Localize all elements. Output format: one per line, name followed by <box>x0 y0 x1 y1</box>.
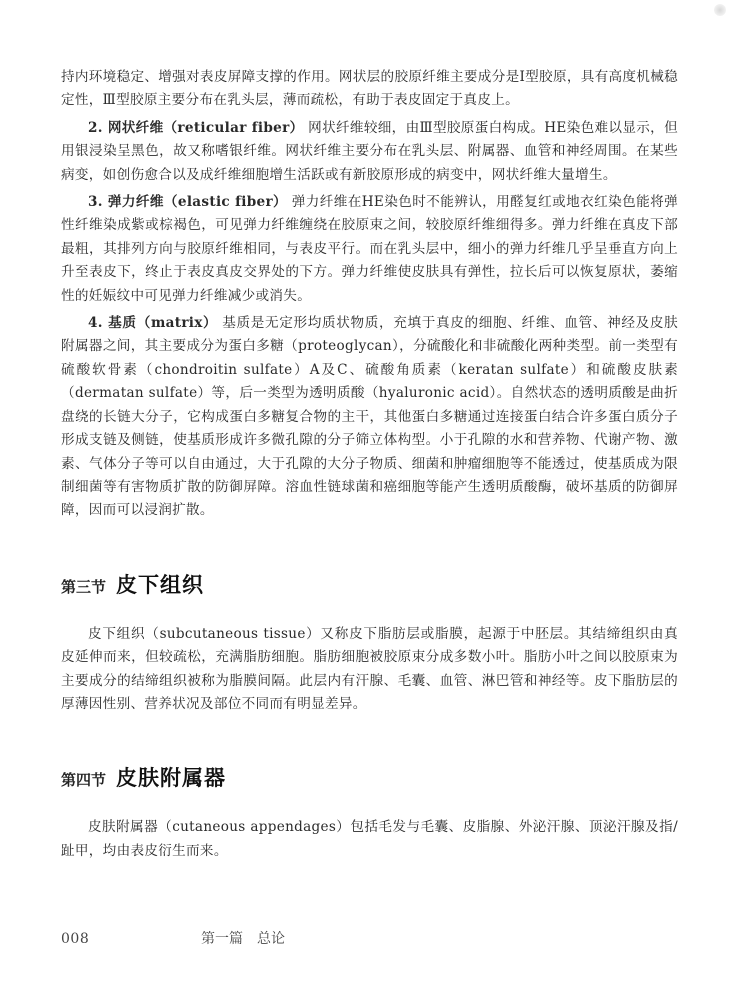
section-number: 第四节 <box>61 771 107 790</box>
paragraph-matrix <box>61 312 678 523</box>
section-heading-appendages <box>61 762 678 792</box>
term-reticular-fiber: 2. 网状纤维（reticular fiber） <box>88 119 304 136</box>
text-matrix: 基质是无定形均质状物质，充填于真皮的细胞、纤维、血管、神经及皮肤附属器之间，其主要成分为蛋白多糖（proteoglycan），分硫酸化和非硫酸化两种类型。前一类型有硫酸软骨素（chondroitin sulfate）A及C、硫酸角质素（keratan sulfate）和硫酸皮肤素（dermatan sulfate）等，后一类型为透明质酸（hyaluronic acid）。自然状态的透明质酸是曲折盘绕的长链大分子，它构成蛋白多糖复合物的主干，其他蛋白多糖通过连接蛋白结合许多蛋白质分子形成支链及侧链，使基质形成许多微孔隙的分子筛立体构型。小于孔隙的水和营养物、代谢产物、激素、气体分子等可以自由通过，大于孔隙的大分子物质、细菌和肿瘤细胞等不能透过，使基质成为限制细菌等有害物质扩散的防御屏障。溶血性链球菌和癌细胞等能产生透明质酸酶，破坏基质的防御屏障，因而可以浸润扩散。 <box>61 315 678 519</box>
term-matrix: 4. 基质（matrix） <box>88 315 218 332</box>
page-footer <box>61 928 285 948</box>
page-content <box>61 66 678 863</box>
corner-decoration <box>714 4 726 16</box>
text-elastic-fiber: 弹力纤维在HE染色时不能辨认，用醛复红或地衣红染色能将弹性纤维染成紫或棕褐色，可见弹力纤维缠绕在胶原束之间，较胶原纤维细得多。弹力纤维在真皮下部最粗，其排列方向与胶原纤维相同，与表皮平行。而在乳头层中，细小的弹力纤维几乎呈垂直方向上升至表皮下，终止于表皮真皮交界处的下方。弹力纤维使皮肤具有弹性，拉长后可以恢复原状，萎缩性的妊娠纹中可见弹力纤维减少或消失。 <box>61 194 679 304</box>
text-reticular-fiber: 网状纤维较细，由Ⅲ型胶原蛋白构成。HE染色难以显示，但用银浸染呈黑色，故又称嗜银纤维。网状纤维主要分布在乳头层、附属器、血管和神经周围。在某些病变，如创伤愈合以及成纤维细胞增生活跃或有新胶原形成的病变中，网状纤维大量增生。 <box>61 119 678 183</box>
paragraph-subcutaneous: 皮下组织（subcutaneous tissue）又称皮下脂肪层或脂膜，起源于中胚层。其结缔组织由真皮延伸而来，但较疏松，充满脂肪细胞。脂肪细胞被胶原束分成多数小叶。脂肪小叶之间以胶原束为主要成分的结缔组织被称为脂膜间隔。此层内有汗腺、毛囊、血管、淋巴管和神经等。皮下脂肪层的厚薄因性别、营养状况及部位不同而有明显差异。 <box>61 625 678 712</box>
section-title: 皮肤附属器 <box>116 765 227 791</box>
footer-part: 第一篇 <box>201 931 243 947</box>
paragraph-appendages: 皮肤附属器（cutaneous appendages）包括毛发与毛囊、皮脂腺、外泌汗腺、顶泌汗腺及指/趾甲，均由表皮衍生而来。 <box>61 819 678 859</box>
section-title: 皮下组织 <box>116 571 205 597</box>
section-number: 第三节 <box>61 577 107 596</box>
paragraph-reticular-fiber <box>61 117 678 187</box>
section-heading-subcutaneous <box>61 569 678 599</box>
footer-part-title: 总论 <box>257 931 285 947</box>
paragraph-elastic-fiber <box>61 191 678 308</box>
term-elastic-fiber: 3. 弹力纤维（elastic fiber） <box>88 194 288 211</box>
page-number: 008 <box>61 931 90 947</box>
paragraph-collagen-continued: 持内环境稳定、增强对表皮屏障支撑的作用。网状层的胶原纤维主要成分是Ⅰ型胶原，具有高度机械稳定性，Ⅲ型胶原主要分布在乳头层，薄而疏松，有助于表皮固定于真皮上。 <box>61 69 678 109</box>
